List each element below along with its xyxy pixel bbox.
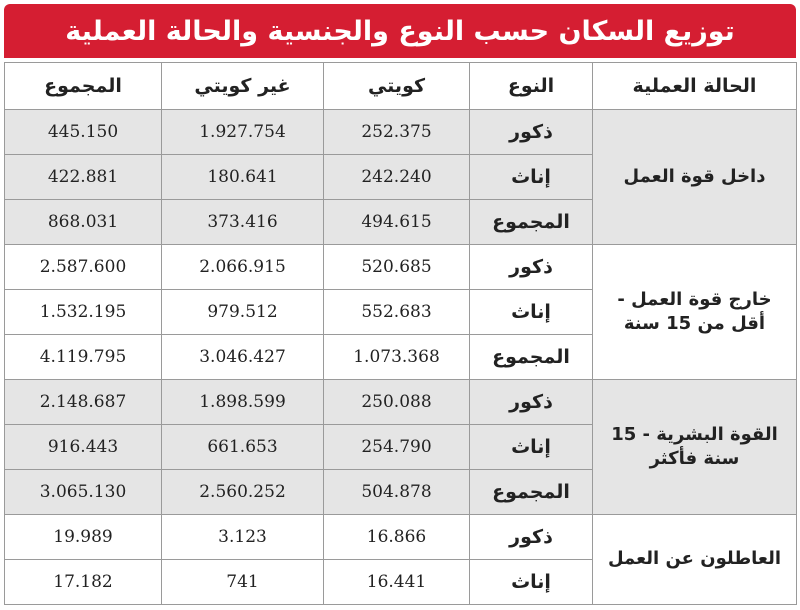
- type-cell: ذكور: [470, 110, 593, 155]
- non-kuwaiti-cell: 1.898.599: [162, 380, 324, 425]
- kuwaiti-cell: 16.441: [324, 560, 470, 605]
- non-kuwaiti-cell: 1.927.754: [162, 110, 324, 155]
- non-kuwaiti-cell: 2.066.915: [162, 245, 324, 290]
- total-cell: 17.182: [5, 560, 162, 605]
- type-cell: إناث: [470, 290, 593, 335]
- kuwaiti-cell: 16.866: [324, 515, 470, 560]
- total-cell: 916.443: [5, 425, 162, 470]
- type-cell: المجموع: [470, 335, 593, 380]
- non-kuwaiti-cell: 979.512: [162, 290, 324, 335]
- total-cell: 2.587.600: [5, 245, 162, 290]
- table-row: [5, 380, 797, 425]
- header-total: المجموع: [5, 63, 162, 110]
- type-cell: المجموع: [470, 200, 593, 245]
- table-body: [5, 110, 797, 605]
- non-kuwaiti-cell: 3.123: [162, 515, 324, 560]
- total-cell: 1.532.195: [5, 290, 162, 335]
- kuwaiti-cell: 494.615: [324, 200, 470, 245]
- non-kuwaiti-cell: 180.641: [162, 155, 324, 200]
- non-kuwaiti-cell: 373.416: [162, 200, 324, 245]
- table-row: [5, 110, 797, 155]
- total-cell: 19.989: [5, 515, 162, 560]
- kuwaiti-cell: 504.878: [324, 470, 470, 515]
- status-cell: داخل قوة العمل: [593, 110, 797, 245]
- type-cell: إناث: [470, 425, 593, 470]
- header-type: النوع: [470, 63, 593, 110]
- total-cell: 4.119.795: [5, 335, 162, 380]
- header-row: [5, 63, 797, 110]
- kuwaiti-cell: 250.088: [324, 380, 470, 425]
- non-kuwaiti-cell: 2.560.252: [162, 470, 324, 515]
- table-title: توزيع السكان حسب النوع والجنسية والحالة العملية: [65, 15, 735, 47]
- type-cell: المجموع: [470, 470, 593, 515]
- total-cell: 3.065.130: [5, 470, 162, 515]
- table-row: [5, 515, 797, 560]
- type-cell: ذكور: [470, 245, 593, 290]
- kuwaiti-cell: 254.790: [324, 425, 470, 470]
- kuwaiti-cell: 552.683: [324, 290, 470, 335]
- population-table: [4, 62, 797, 605]
- kuwaiti-cell: 242.240: [324, 155, 470, 200]
- table-row: [5, 245, 797, 290]
- total-cell: 868.031: [5, 200, 162, 245]
- table-title-bar: [4, 4, 796, 58]
- total-cell: 445.150: [5, 110, 162, 155]
- kuwaiti-cell: 1.073.368: [324, 335, 470, 380]
- status-cell: خارج قوة العمل - أقل من 15 سنة: [593, 245, 797, 380]
- non-kuwaiti-cell: 741: [162, 560, 324, 605]
- header-non-kuwaiti: غير كويتي: [162, 63, 324, 110]
- type-cell: إناث: [470, 560, 593, 605]
- type-cell: ذكور: [470, 515, 593, 560]
- header-kuwaiti: كويتي: [324, 63, 470, 110]
- status-cell: العاطلون عن العمل: [593, 515, 797, 605]
- non-kuwaiti-cell: 661.653: [162, 425, 324, 470]
- status-cell: القوة البشرية - 15 سنة فأكثر: [593, 380, 797, 515]
- type-cell: ذكور: [470, 380, 593, 425]
- total-cell: 422.881: [5, 155, 162, 200]
- total-cell: 2.148.687: [5, 380, 162, 425]
- kuwaiti-cell: 252.375: [324, 110, 470, 155]
- non-kuwaiti-cell: 3.046.427: [162, 335, 324, 380]
- header-status: الحالة العملية: [593, 63, 797, 110]
- type-cell: إناث: [470, 155, 593, 200]
- kuwaiti-cell: 520.685: [324, 245, 470, 290]
